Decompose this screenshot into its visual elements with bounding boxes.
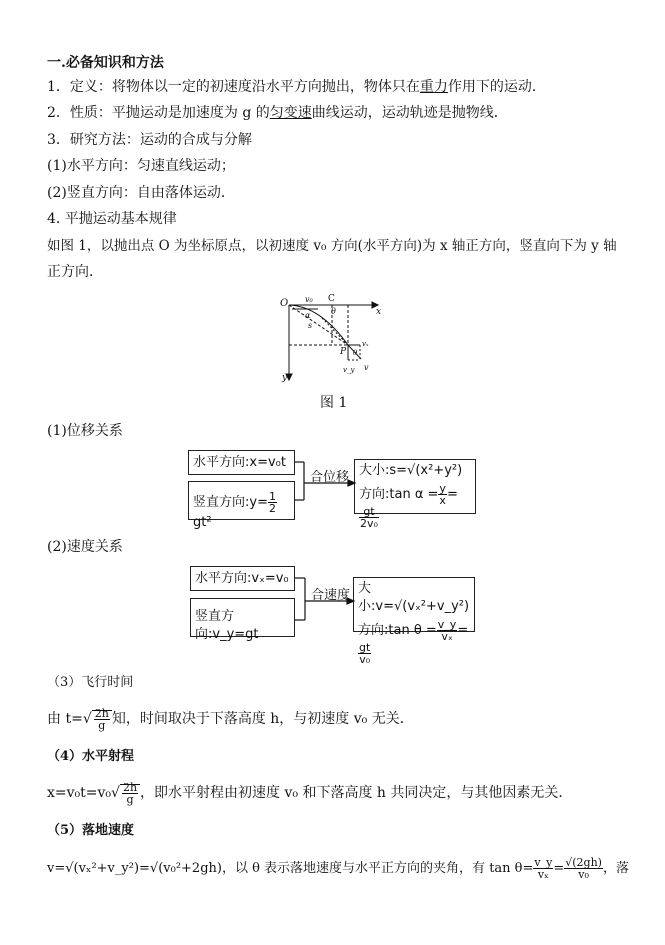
- intro-line-1: 如图 1，以抛出点 O 为坐标原点，以初速度 v₀ 方向(水平方向)为 x 轴正方向，竖直向下为 y 轴: [47, 238, 617, 254]
- frac-den: g: [126, 792, 134, 806]
- frac-num: y: [439, 482, 446, 495]
- vel-arrow-label: 合速度: [311, 588, 351, 603]
- frac-den: g: [98, 718, 106, 732]
- frac-den: 2: [268, 502, 276, 515]
- label-o: O: [280, 298, 289, 309]
- vel-magnitude: 大小:v=√(vₓ²+v_y²): [358, 581, 470, 614]
- item-text: 1．定义：将物体以一定的初速度沿水平方向抛出，物体只在: [47, 79, 420, 95]
- flight-time-line: 由 t=√ $\frac{2h}{g}$ 知，时间取决于下落高度 h，与初速度 v₀ 无关．: [47, 706, 414, 732]
- frac-den: x: [439, 494, 446, 507]
- intro-line-2: 正方向．: [47, 264, 103, 280]
- frac-num: v_y: [534, 856, 553, 869]
- label-c: C: [328, 294, 335, 304]
- label-y: y: [282, 373, 288, 383]
- disp-vertical-post: gt²: [193, 515, 212, 530]
- disp-vertical-pre: 竖直方向:y=: [193, 495, 268, 510]
- flight-time-title: （3）飞行时间: [47, 675, 134, 690]
- frac-den: vₓ: [537, 868, 549, 881]
- landing-velocity-title: （5）落地速度: [47, 823, 135, 838]
- label-theta2: θ: [353, 349, 358, 357]
- range-post: ，即水平射程由初速度 v₀ 和下落高度 h 共同决定，与其他因素无关．: [140, 785, 573, 801]
- label-theta: θ: [331, 307, 336, 316]
- item-text: 曲线运动，运动轨迹是抛物线．: [311, 105, 508, 121]
- item-text: 作用下的运动．: [447, 79, 546, 95]
- label-vy: v_y: [343, 366, 355, 374]
- frac-num: 2h: [122, 780, 138, 794]
- range-line: x=v₀t=v₀√ $\frac{2h}{g}$ ，即水平射程由初速度 v₀ 和下落高度 h 共同决定，与其他因素无关．: [47, 780, 573, 806]
- label-v: v: [364, 363, 369, 372]
- frac-num: v_y: [437, 618, 457, 631]
- label-p: P: [340, 347, 347, 357]
- range-title: （4）水平射程: [47, 749, 135, 764]
- disp-magnitude: 大小:s=√(x²+y²): [359, 463, 463, 478]
- frac-den: 2v₀: [360, 517, 378, 530]
- item-vertical: (2)竖直方向：自由落体运动．: [47, 185, 235, 201]
- vel-result-box: 大小:v=√(vₓ²+v_y²) 方向:tan θ = $\frac{v\_y}{\text{vₓ}}$ = $\frac{gt}{\text{v₀}}$: [353, 577, 475, 632]
- item-underline: 重力: [419, 79, 448, 95]
- label-x: x: [376, 307, 382, 317]
- landing-tail: ，落: [602, 861, 629, 876]
- frac-num: 2h: [94, 706, 109, 720]
- frac-num: gt: [359, 641, 371, 654]
- disp-direction-pre: 方向:tan α =: [359, 487, 439, 502]
- vel-horizontal-box: [190, 566, 295, 591]
- landing-velocity-line: [47, 856, 629, 882]
- frac-den: v₀: [578, 868, 589, 881]
- frac-num: gt: [359, 506, 379, 518]
- landing-mid: ，以 θ 表示落地速度与水平正方向的夹角，有 tan θ=: [221, 861, 534, 876]
- item-underline: 匀变速: [269, 105, 312, 121]
- item-text: 2．性质：平抛运动是加速度为 g 的: [47, 105, 270, 121]
- vel-vertical-text: 竖直方向:v_y=gt: [195, 609, 259, 642]
- disp-result-box: 大小:s=√(x²+y²) 方向:tan α = $\frac{y}{x}$ = $\frac{gt}{\text{2v₀}}$: [354, 459, 476, 514]
- vel-horizontal-text: 水平方向:vₓ=v₀: [195, 571, 289, 586]
- label-s: s: [308, 321, 313, 330]
- figure-caption: 图 1: [320, 395, 348, 411]
- flight-time-pre: 由 t=: [47, 711, 83, 727]
- disp-vertical-box: [188, 481, 295, 530]
- flight-time-post: 知，时间取决于下落高度 h，与初速度 v₀ 无关．: [111, 711, 414, 727]
- label-v0: v₀: [305, 295, 313, 304]
- label-alpha: α: [305, 311, 311, 320]
- heading: 一.必备知识和方法: [47, 55, 164, 71]
- landing-eq2: =: [553, 861, 565, 876]
- displacement-title: (1)位移关系: [47, 423, 123, 439]
- vel-direction-pre: 方向:tan θ =: [358, 623, 437, 638]
- disp-arrow-label: 合位移: [310, 470, 350, 485]
- frac-den: v₀: [359, 653, 371, 666]
- velocity-title: (2)速度关系: [47, 539, 123, 555]
- label-vx: vₓ: [362, 340, 369, 348]
- range-pre: x=v₀t=v₀: [47, 785, 112, 801]
- disp-horizontal-text: 水平方向:x=v₀t: [193, 455, 286, 470]
- section-4-title: 4. 平抛运动基本规律: [47, 211, 177, 227]
- frac-num: √(2gh): [565, 856, 602, 869]
- item-method: 3．研究方法：运动的合成与分解: [47, 132, 252, 148]
- frac-num: 1: [268, 490, 276, 503]
- frac-den: vₓ: [441, 630, 453, 643]
- disp-horizontal-box: [188, 450, 295, 475]
- landing-eq: v=√(vₓ²+v_y²)=√(v₀²+2gh): [47, 861, 222, 876]
- item-horizontal: (1)水平方向：匀速直线运动；: [47, 158, 235, 174]
- vel-vertical-box: [190, 598, 295, 642]
